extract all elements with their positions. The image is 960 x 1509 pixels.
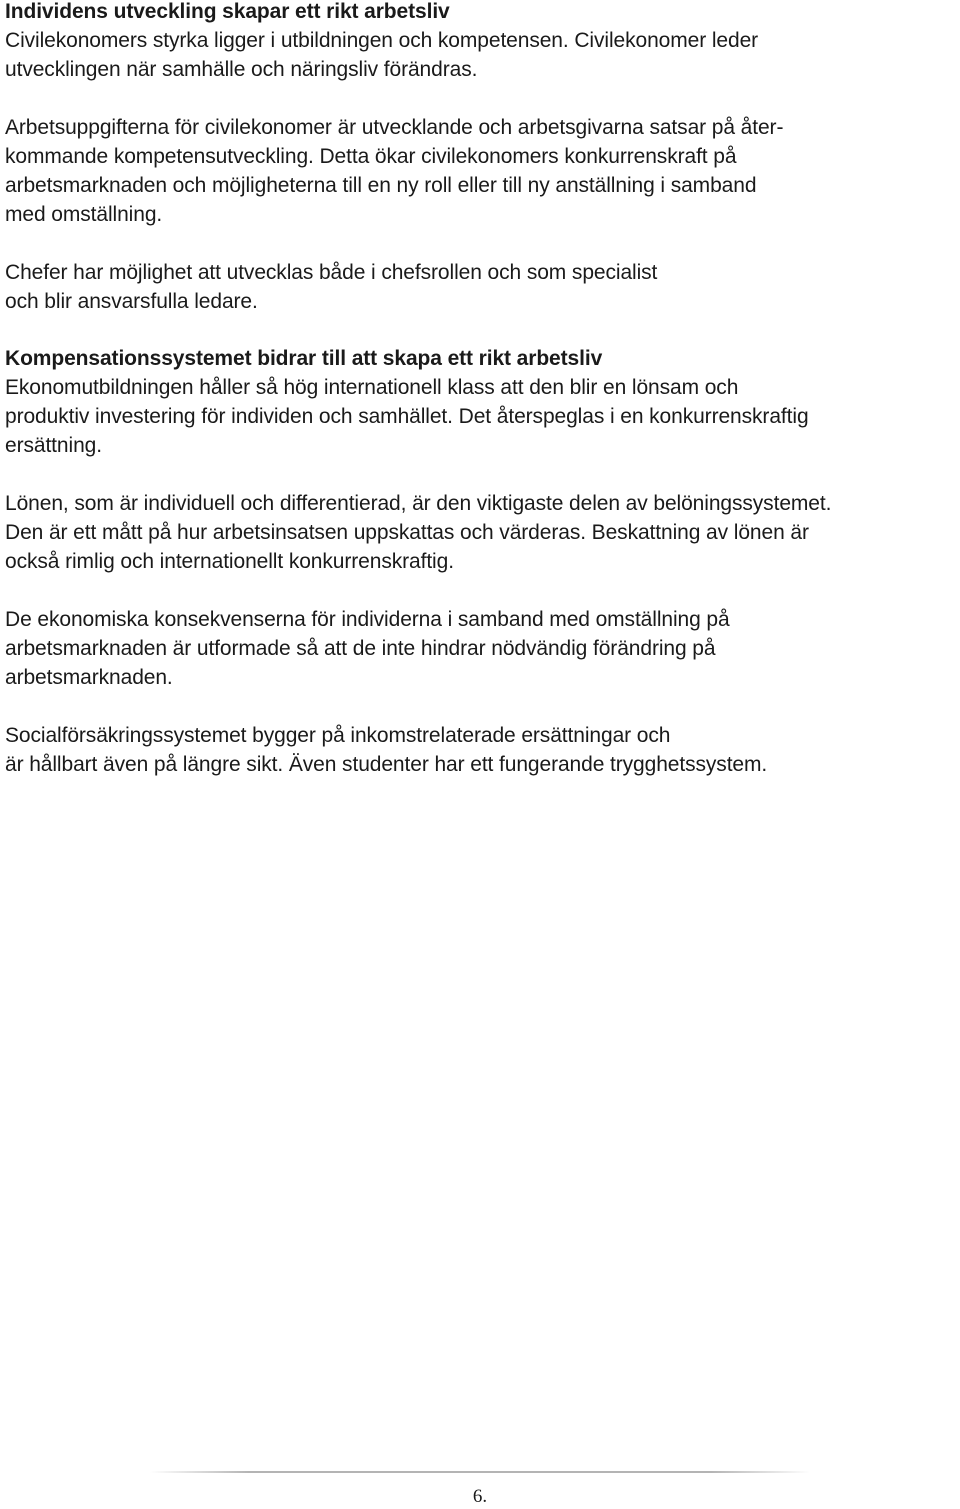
text-line: Ekonomutbildningen håller så hög internationell klass att den blir en lönsam och <box>5 376 739 399</box>
section-heading: Kompensationssystemet bidrar till att skapa ett rikt arbetsliv <box>5 347 603 370</box>
text-line: Lönen, som är individuell och differentierad, är den viktigaste delen av belöningssystemet. <box>5 492 832 515</box>
text-line: med omställning. <box>5 203 163 226</box>
text-line: arbetsmarknaden. <box>5 666 173 689</box>
paragraph <box>5 373 831 460</box>
text-line: Chefer har möjlighet att utvecklas både i chefsrollen och som specialist <box>5 261 658 284</box>
section-individens-utveckling <box>5 0 783 345</box>
paragraph <box>5 721 831 779</box>
section-kompensationssystemet <box>5 344 831 808</box>
text-line: är hållbart även på längre sikt. Även studenter har ett fungerande trygghetssystem. <box>5 753 768 776</box>
section-heading: Individens utveckling skapar ett rikt arbetsliv <box>5 0 450 23</box>
footer-divider <box>150 1471 810 1473</box>
paragraph <box>5 605 831 692</box>
text-line: också rimlig och internationellt konkurrenskraftig. <box>5 550 454 573</box>
text-line: arbetsmarknaden och möjligheterna till en ny roll eller till ny anställning i samband <box>5 174 757 197</box>
text-line: och blir ansvarsfulla ledare. <box>5 290 258 313</box>
text-line: Arbetsuppgifterna för civilekonomer är utvecklande och arbetsgivarna satsar på åter- <box>5 116 784 139</box>
text-line: De ekonomiska konsekvenserna för individerna i samband med omställning på <box>5 608 730 631</box>
paragraph <box>5 26 783 84</box>
page-number: 6. <box>472 1486 488 1507</box>
paragraph <box>5 489 831 576</box>
paragraph <box>5 258 783 316</box>
text-line: Socialförsäkringssystemet bygger på inkomstrelaterade ersättningar och <box>5 724 671 747</box>
text-line: Civilekonomers styrka ligger i utbildningen och kompetensen. Civilekonomer leder <box>5 29 759 52</box>
text-line: kommande kompetensutveckling. Detta ökar civilekonomers konkurrenskraft på <box>5 145 737 168</box>
paragraph <box>5 113 783 229</box>
text-line: Den är ett mått på hur arbetsinsatsen uppskattas och värderas. Beskattning av lönen är <box>5 521 809 544</box>
text-line: produktiv investering för individen och samhället. Det återspeglas i en konkurrenskraftig <box>5 405 809 428</box>
text-line: utvecklingen när samhälle och näringsliv förändras. <box>5 58 478 81</box>
text-line: ersättning. <box>5 434 102 457</box>
text-line: arbetsmarknaden är utformade så att de inte hindrar nödvändig förändring på <box>5 637 716 660</box>
